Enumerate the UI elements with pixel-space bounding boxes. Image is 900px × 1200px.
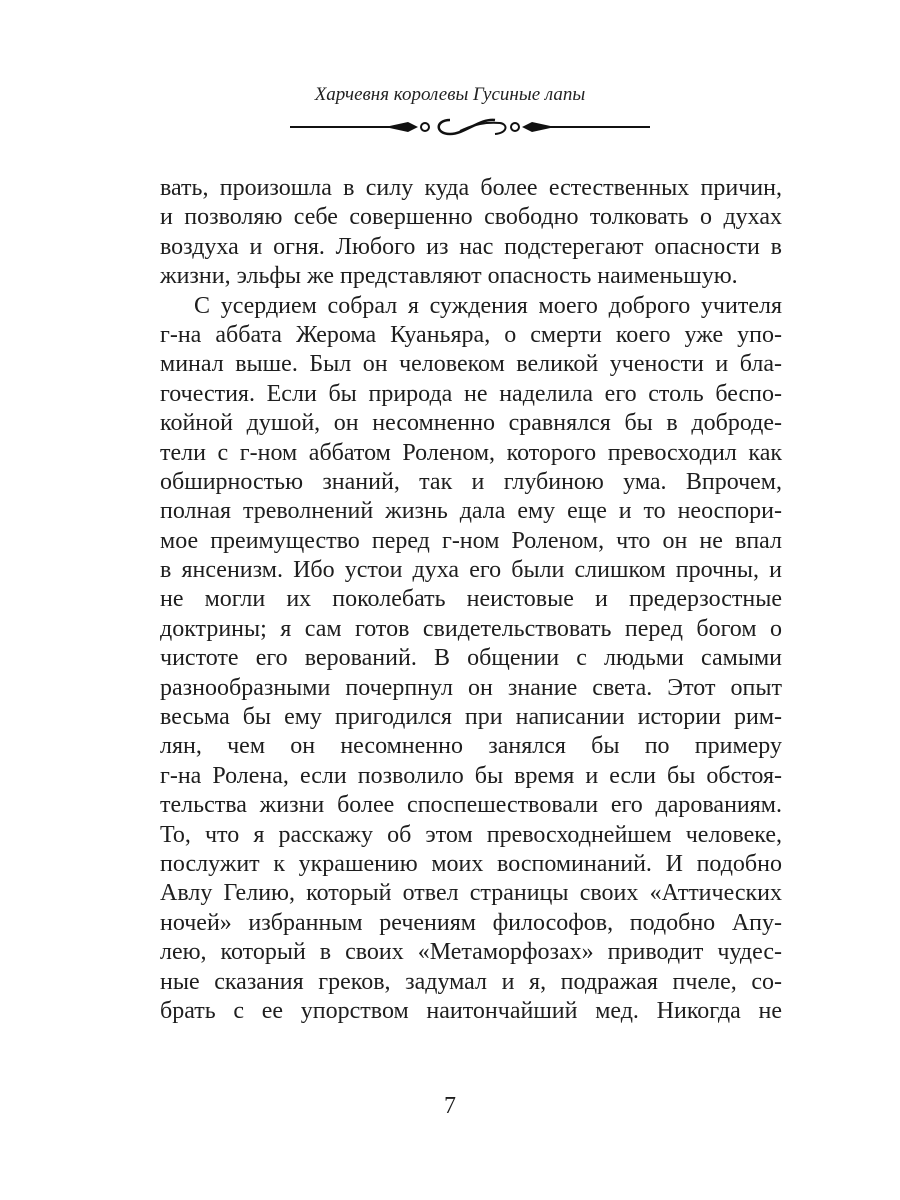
text-line: г-на аббата Жерома Куаньяра, о смерти коего уже упо- bbox=[160, 321, 782, 348]
text-line: брать с ее упорством наитончайший мед. Никогда не bbox=[160, 997, 782, 1024]
text-line: гочестия. Если бы природа не наделила его столь беспо- bbox=[160, 380, 782, 407]
text-line: г-на Ролена, если позволило бы время и если бы обстоя- bbox=[160, 762, 782, 789]
text-line: мое преимущество перед г-ном Роленом, что он не впал bbox=[160, 527, 782, 554]
text-line: ночей» избранным речениям философов, подобно Апу- bbox=[160, 909, 782, 936]
text-line: доктрины; я сам готов свидетельствовать перед богом о bbox=[160, 615, 782, 642]
body-text bbox=[160, 174, 782, 1026]
text-line: жизни, эльфы же представляют опасность наименьшую. bbox=[160, 263, 738, 290]
text-line: лею, который в своих «Метаморфозах» приводит чудес- bbox=[160, 939, 782, 966]
text-line: ные сказания греков, задумал и я, подражая пчеле, со- bbox=[160, 968, 782, 995]
text-line: Авлу Гелию, который отвел страницы своих «Аттических bbox=[160, 880, 782, 907]
running-head-title: Харчевня королевы Гусиные лапы bbox=[314, 84, 586, 105]
text-line: послужит к украшению моих воспоминаний. И подобно bbox=[160, 850, 782, 877]
text-line: обширностью знаний, так и глубиною ума. Впрочем, bbox=[160, 468, 782, 495]
text-line: и позволяю себе совершенно свободно толковать о духах bbox=[160, 204, 782, 231]
text-line: воздуха и огня. Любого из нас подстерегают опасности в bbox=[160, 233, 782, 260]
text-line: весьма бы ему пригодился при написании истории рим- bbox=[160, 704, 782, 731]
text-line: разнообразными почерпнул он знание света. Этот опыт bbox=[160, 674, 782, 701]
paragraph-2 bbox=[160, 292, 782, 1027]
ornament-divider-icon bbox=[290, 114, 650, 140]
text-line: минал выше. Был он человеком великой учености и бла- bbox=[160, 351, 782, 378]
text-line: койной душой, он несомненно сравнялся бы в доброде- bbox=[160, 410, 782, 437]
text-line: чистоте его верований. В общении с людьми самыми bbox=[160, 645, 782, 672]
text-line: в янсенизм. Ибо устои духа его были слишком прочны, и bbox=[160, 557, 782, 584]
text-line: тели с г-ном аббатом Роленом, которого превосходил как bbox=[160, 439, 782, 466]
text-line: С усердием собрал я суждения моего доброго учителя bbox=[194, 292, 782, 319]
text-line: полная треволнений жизнь дала ему еще и то неоспори- bbox=[160, 498, 782, 525]
text-line: То, что я расскажу об этом превосходнейшем человеке, bbox=[160, 821, 782, 848]
page-number: 7 bbox=[444, 1093, 456, 1119]
paragraph-1 bbox=[160, 174, 782, 292]
text-line: вать, произошла в силу куда более естественных причин, bbox=[160, 175, 782, 201]
text-line: тельства жизни более споспешествовали его дарованиям. bbox=[160, 792, 782, 819]
text-line: лян, чем он несомненно занялся бы по примеру bbox=[160, 733, 782, 760]
text-line: не могли их поколебать неистовые и предерзостные bbox=[160, 586, 782, 613]
